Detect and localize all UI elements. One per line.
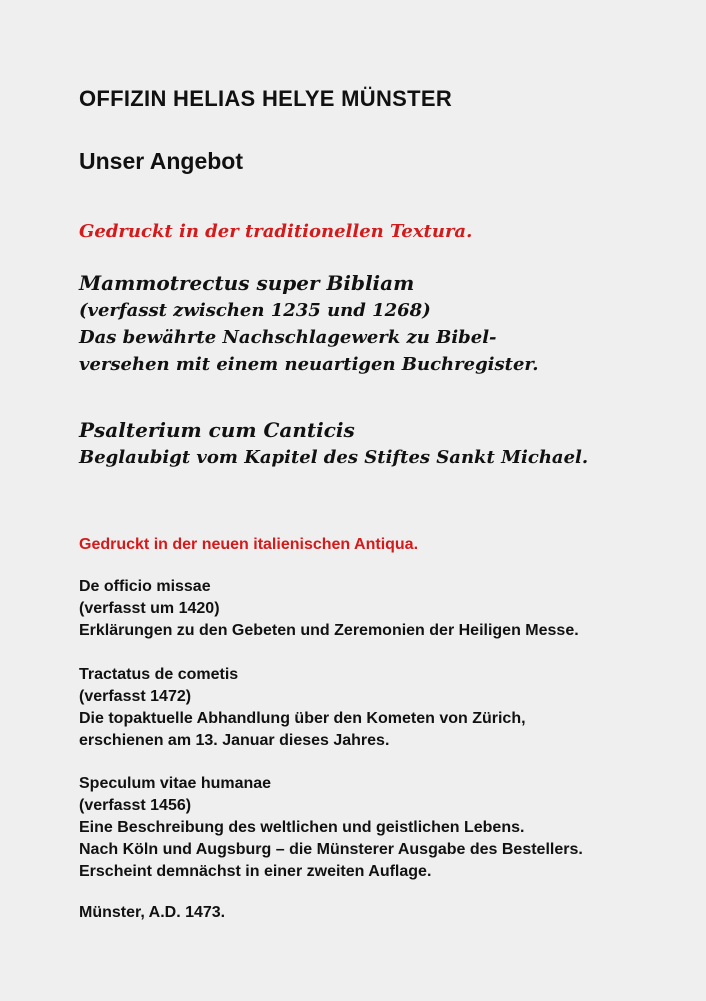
item-line: Nach Köln und Augsburg – die Münsterer Ausgabe des Bestellers. <box>79 841 583 858</box>
antiqua-item-de-officio-missae <box>79 576 579 642</box>
item-line: Erscheint demnächst in einer zweiten Auflage. <box>79 863 432 880</box>
item-line: Die topaktuelle Abhandlung über den Kometen von Zürich, <box>79 710 526 727</box>
item-line: Erklärungen zu den Gebeten und Zeremonien der Heiligen Messe. <box>79 622 579 639</box>
textura-item-psalterium <box>79 417 588 471</box>
item-title: Tractatus de cometis <box>79 666 239 683</box>
item-line: erschienen am 13. Januar dieses Jahres. <box>79 732 390 749</box>
document-page <box>79 0 679 1001</box>
item-title: De officio missae <box>79 578 211 595</box>
item-line: (verfasst 1456) <box>79 797 192 814</box>
item-title: Psalterium cum Canticis <box>79 418 355 442</box>
antiqua-item-tractatus-de-cometis <box>79 664 526 752</box>
item-line: versehen mit einem neuartigen Buchregister. <box>79 354 539 375</box>
item-line: (verfasst um 1420) <box>79 600 220 617</box>
antiqua-item-speculum-vitae-humanae <box>79 773 583 883</box>
item-title: Speculum vitae humanae <box>79 775 272 792</box>
antiqua-section-heading: Gedruckt in der neuen italienischen Antiqua. <box>79 536 419 553</box>
item-line: (verfasst zwischen 1235 und 1268) <box>79 300 431 321</box>
item-line: Das bewährte Nachschlagewerk zu Bibel- <box>79 327 497 348</box>
page-title: OFFIZIN HELIAS HELYE MÜNSTER <box>79 86 453 111</box>
textura-section-heading: Gedruckt in der traditionellen Textura. <box>79 221 473 242</box>
place-date-footer: Münster, A.D. 1473. <box>79 904 226 921</box>
page-subtitle: Unser Angebot <box>79 148 243 174</box>
item-title: Mammotrectus super Bibliam <box>79 271 415 295</box>
item-line: (verfasst 1472) <box>79 688 192 705</box>
textura-item-mammotrectus <box>79 270 539 378</box>
item-line: Beglaubigt vom Kapitel des Stiftes Sankt Michael. <box>79 447 589 468</box>
item-line: Eine Beschreibung des weltlichen und geistlichen Lebens. <box>79 819 525 836</box>
